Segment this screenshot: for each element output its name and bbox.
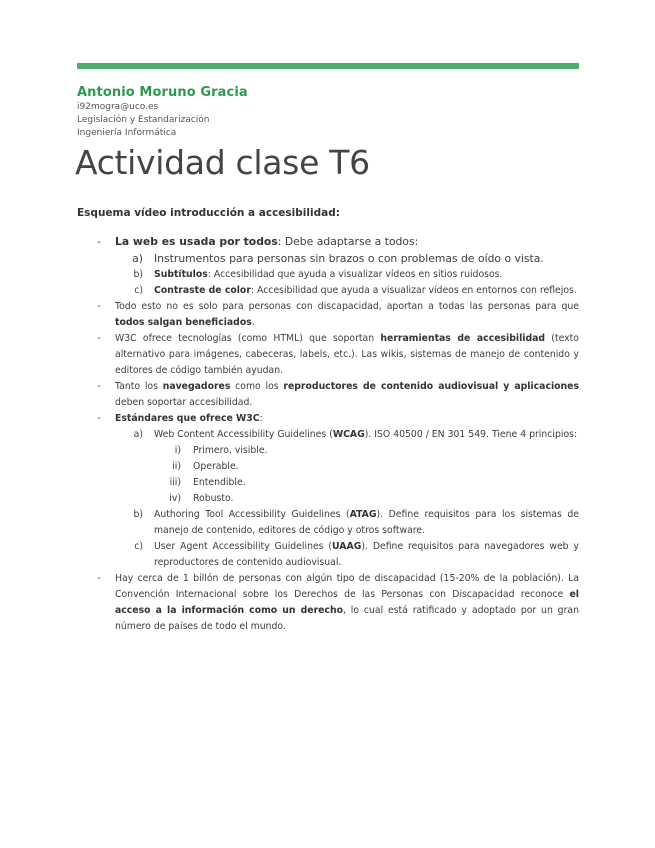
bold-text: ATAG xyxy=(349,509,377,520)
bold-text: todos salgan beneficiados xyxy=(115,317,252,328)
list-item xyxy=(77,331,579,379)
bold-text: herramientas de accesibilidad xyxy=(380,333,546,344)
item-text: Hay cerca de 1 billón de personas con algún tipo de discapacidad (15-20% de la población). La Convención Internacional sobre los Derechos de las Personas con Discapacidad reconoce xyxy=(115,573,579,600)
header-accent-bar xyxy=(77,63,579,69)
item-text: Todo esto no es solo para personas con discapacidad, aportan a todas las personas para que xyxy=(115,301,579,312)
bold-text: navegadores xyxy=(162,381,231,392)
item-text: User Agent Accessibility Guidelines ( xyxy=(154,541,333,552)
bold-text: La web es usada por todos xyxy=(115,235,278,248)
list-item xyxy=(77,491,579,507)
list-item xyxy=(77,283,579,299)
item-text: : Accesibilidad que ayuda a visualizar vídeos en sitios ruidosos. xyxy=(207,269,503,280)
document-title: Actividad clase T6 xyxy=(75,143,370,182)
item-text: : Accesibilidad que ayuda a visualizar vídeos en entornos con reflejos. xyxy=(250,285,577,296)
list-marker: b) xyxy=(133,269,143,280)
list-item xyxy=(77,459,579,475)
subject-name: Legislación y Estandarización xyxy=(77,115,210,125)
list-item xyxy=(77,571,579,635)
item-text: Robusto. xyxy=(193,493,234,504)
list-item xyxy=(77,379,579,411)
item-text: deben soportar accesibilidad. xyxy=(115,397,253,408)
item-text: ). ISO 40500 / EN 301 549. Tiene 4 principios: xyxy=(364,429,578,440)
list-marker: - xyxy=(97,235,101,248)
list-item xyxy=(77,411,579,427)
author-email: i92mogra@uco.es xyxy=(77,102,159,112)
list-item xyxy=(77,299,579,331)
bold-text: WCAG xyxy=(332,429,365,440)
item-text: Tanto los xyxy=(115,381,163,392)
list-marker: - xyxy=(97,333,101,344)
item-text: , lo cual está ratificado y adoptado por un gran número de países de todo el mundo. xyxy=(115,605,579,632)
list-item xyxy=(77,507,579,539)
list-marker: c) xyxy=(134,285,143,296)
list-marker: a) xyxy=(133,429,143,440)
item-text: Operable. xyxy=(193,461,239,472)
item-text: Instrumentos para personas sin brazos o con problemas de oído o vista. xyxy=(154,252,544,265)
author-name: Antonio Moruno Gracia xyxy=(77,85,248,100)
item-text: Entendible. xyxy=(193,477,246,488)
item-text: Authoring Tool Accessibility Guidelines ( xyxy=(154,509,350,520)
list-marker: i) xyxy=(174,445,181,456)
bold-text: Subtítulos xyxy=(154,269,208,280)
list-marker: c) xyxy=(134,541,143,552)
item-text: : xyxy=(259,413,263,424)
list-item xyxy=(77,250,579,267)
list-item xyxy=(77,539,579,571)
list-marker: ii) xyxy=(172,461,181,472)
outline-list xyxy=(77,233,579,635)
item-text: ). Define requisitos para navegadores web y reproductores de contenido audiovisual. xyxy=(154,541,579,568)
item-text: W3C ofrece tecnologías (como HTML) que soportan xyxy=(115,333,381,344)
bold-text: Estándares que ofrece W3C xyxy=(115,413,260,424)
list-marker: a) xyxy=(132,252,143,265)
bold-text: UAAG xyxy=(332,541,362,552)
list-item xyxy=(77,475,579,491)
list-marker: - xyxy=(97,301,101,312)
item-text: ). Define requisitos para los sistemas de manejo de contenido, editores de código y otros software. xyxy=(154,509,579,536)
bold-text: el acceso a la información como un derecho xyxy=(115,589,579,616)
item-text: como los xyxy=(230,381,284,392)
item-text: (texto alternativo para imágenes, cabeceras, labels, etc.). Las wikis, sistemas de manejo de contenido y editores de código también ayudan. xyxy=(115,333,579,376)
list-marker: - xyxy=(97,573,101,584)
bold-text: reproductores de contenido audiovisual y aplicaciones xyxy=(283,381,579,392)
author-block xyxy=(77,84,577,140)
list-marker: iv) xyxy=(169,493,181,504)
item-text: Web Content Accessibility Guidelines ( xyxy=(154,429,333,440)
list-item xyxy=(77,443,579,459)
bold-text: Contraste de color xyxy=(154,285,251,296)
list-item xyxy=(77,267,579,283)
item-text: : Debe adaptarse a todos: xyxy=(277,235,419,248)
item-text: Primero, visible. xyxy=(193,445,268,456)
list-marker: b) xyxy=(133,509,143,520)
list-marker: iii) xyxy=(169,477,181,488)
list-item xyxy=(77,427,579,443)
item-text: . xyxy=(251,317,255,328)
list-marker: - xyxy=(97,413,101,424)
section-heading: Esquema vídeo introducción a accesibilidad: xyxy=(77,207,340,219)
degree-name: Ingeniería Informática xyxy=(77,128,177,138)
list-marker: - xyxy=(97,381,101,392)
list-item xyxy=(77,233,579,250)
